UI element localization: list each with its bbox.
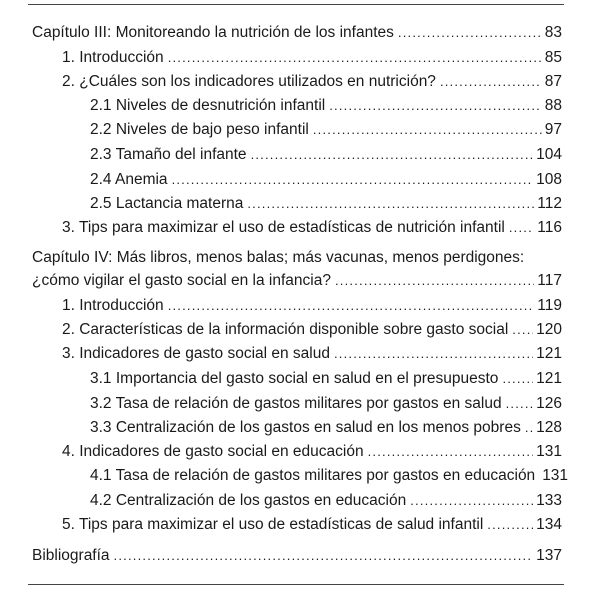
leader-dots: [313, 119, 542, 141]
bottom-rule: [28, 584, 564, 585]
toc-entry-title: 2.5 Lactancia materna: [90, 195, 244, 212]
toc-chapter-3[interactable]: [32, 22, 562, 44]
leader-dots: [398, 22, 542, 44]
toc-entry-title: 4.1 Tasa de relación de gastos militares por gastos en educación: [90, 467, 536, 484]
toc-page-number: 131: [536, 443, 562, 460]
toc-entry-title: 3.2 Tasa de relación de gastos militares por gastos en salud: [90, 395, 502, 412]
toc-entry-title: 2.1 Niveles de desnutrición infantil: [90, 97, 326, 114]
leader-dots: [487, 514, 533, 536]
toc-bibliography[interactable]: [32, 545, 562, 567]
toc-subentry[interactable]: [90, 417, 562, 439]
toc-subentry[interactable]: [90, 144, 562, 166]
toc-entry-title: 3. Tips para maximizar el uso de estadísticas de nutrición infantil: [62, 219, 505, 236]
toc-entry-title: Bibliografía: [32, 547, 110, 564]
toc-page-number: 112: [537, 195, 562, 212]
toc-subentry[interactable]: [90, 169, 562, 191]
toc-page-number: 119: [537, 297, 562, 314]
leader-dots: [509, 217, 534, 239]
leader-dots: [329, 95, 542, 117]
toc-subentry[interactable]: [90, 95, 562, 117]
toc-page-number: 104: [536, 146, 562, 163]
toc-page-number: 121: [536, 345, 562, 362]
toc-page-number: 108: [536, 171, 562, 188]
leader-dots: [168, 295, 535, 317]
leader-dots: [335, 270, 534, 292]
toc-page-number: 126: [536, 395, 562, 412]
toc-entry[interactable]: [62, 319, 562, 341]
top-rule: [28, 4, 564, 5]
toc-entry-title: 1. Introducción: [62, 297, 164, 314]
leader-dots: [525, 417, 533, 439]
toc-entry[interactable]: [62, 441, 562, 463]
leader-dots: [410, 490, 533, 512]
toc-entry-title: 3.1 Importancia del gasto social en salud en el presupuesto: [90, 370, 499, 387]
toc-page-number: 133: [536, 492, 562, 509]
leader-dots: [168, 47, 542, 69]
toc-subentry[interactable]: [90, 393, 562, 415]
toc-entry-title: 2.2 Niveles de bajo peso infantil: [90, 121, 309, 138]
toc-entry[interactable]: [62, 217, 562, 239]
toc-entry-title: 4.2 Centralización de los gastos en educación: [90, 492, 407, 509]
leader-dots: [512, 319, 533, 341]
toc-page-number: 120: [536, 321, 562, 338]
toc-page-number: 88: [544, 97, 562, 114]
toc-page-number: 87: [544, 73, 562, 90]
toc-entry-title: 2. Características de la información disponible sobre gasto social: [62, 321, 509, 338]
toc-chapter-4-title-line1[interactable]: Capítulo IV: Más libros, menos balas; más vacunas, menos perdigones:: [32, 249, 525, 266]
toc-entry-title: 4. Indicadores de gasto social en educación: [62, 443, 364, 460]
toc-entry[interactable]: [62, 71, 562, 93]
toc-page-number: 137: [536, 547, 562, 564]
leader-dots: [114, 545, 534, 567]
toc-subentry[interactable]: [90, 465, 569, 487]
toc-page-number: 128: [536, 419, 562, 436]
toc-page-number: 116: [537, 219, 562, 236]
toc-entry-title: 2.4 Anemia: [90, 171, 168, 188]
toc-page-number: 134: [536, 516, 562, 533]
toc-entry-title: 5. Tips para maximizar el uso de estadísticas de salud infantil: [62, 516, 484, 533]
toc-page-number: 85: [544, 49, 562, 66]
leader-dots: [440, 71, 542, 93]
toc-entry-title: 2.3 Tamaño del infante: [90, 146, 247, 163]
toc-entry[interactable]: [62, 295, 562, 317]
leader-dots: [506, 393, 534, 415]
toc-entry[interactable]: [62, 514, 562, 536]
toc-entry-title: 3.3 Centralización de los gastos en salud en los menos pobres: [90, 419, 521, 436]
leader-dots: [502, 368, 533, 390]
toc-page-number: 117: [537, 272, 562, 289]
toc-page-number: 131: [542, 467, 569, 484]
toc-entry[interactable]: [62, 343, 562, 365]
leader-dots: [247, 193, 534, 215]
toc-entry-title: 3. Indicadores de gasto social en salud: [62, 345, 330, 362]
leader-dots: [251, 144, 534, 166]
toc-entry-title: 2. ¿Cuáles son los indicadores utilizados en nutrición?: [62, 73, 436, 90]
toc-entry-title: 1. Introducción: [62, 49, 164, 66]
toc-entry-title: Capítulo III: Monitoreando la nutrición de los infantes: [32, 24, 394, 41]
toc-subentry[interactable]: [90, 490, 562, 512]
leader-dots: [334, 343, 533, 365]
toc-page-number: 97: [544, 121, 562, 138]
toc-subentry[interactable]: [90, 119, 562, 141]
toc-subentry[interactable]: [90, 368, 562, 390]
toc-entry-title: ¿cómo vigilar el gasto social en la infancia?: [32, 272, 331, 289]
toc-page-number: 83: [544, 24, 562, 41]
toc-subentry[interactable]: [90, 193, 562, 215]
toc-page-number: 121: [536, 370, 562, 387]
toc-chapter-4[interactable]: [32, 270, 562, 292]
leader-dots: [368, 441, 534, 463]
toc-entry[interactable]: [62, 47, 562, 69]
leader-dots: [172, 169, 534, 191]
